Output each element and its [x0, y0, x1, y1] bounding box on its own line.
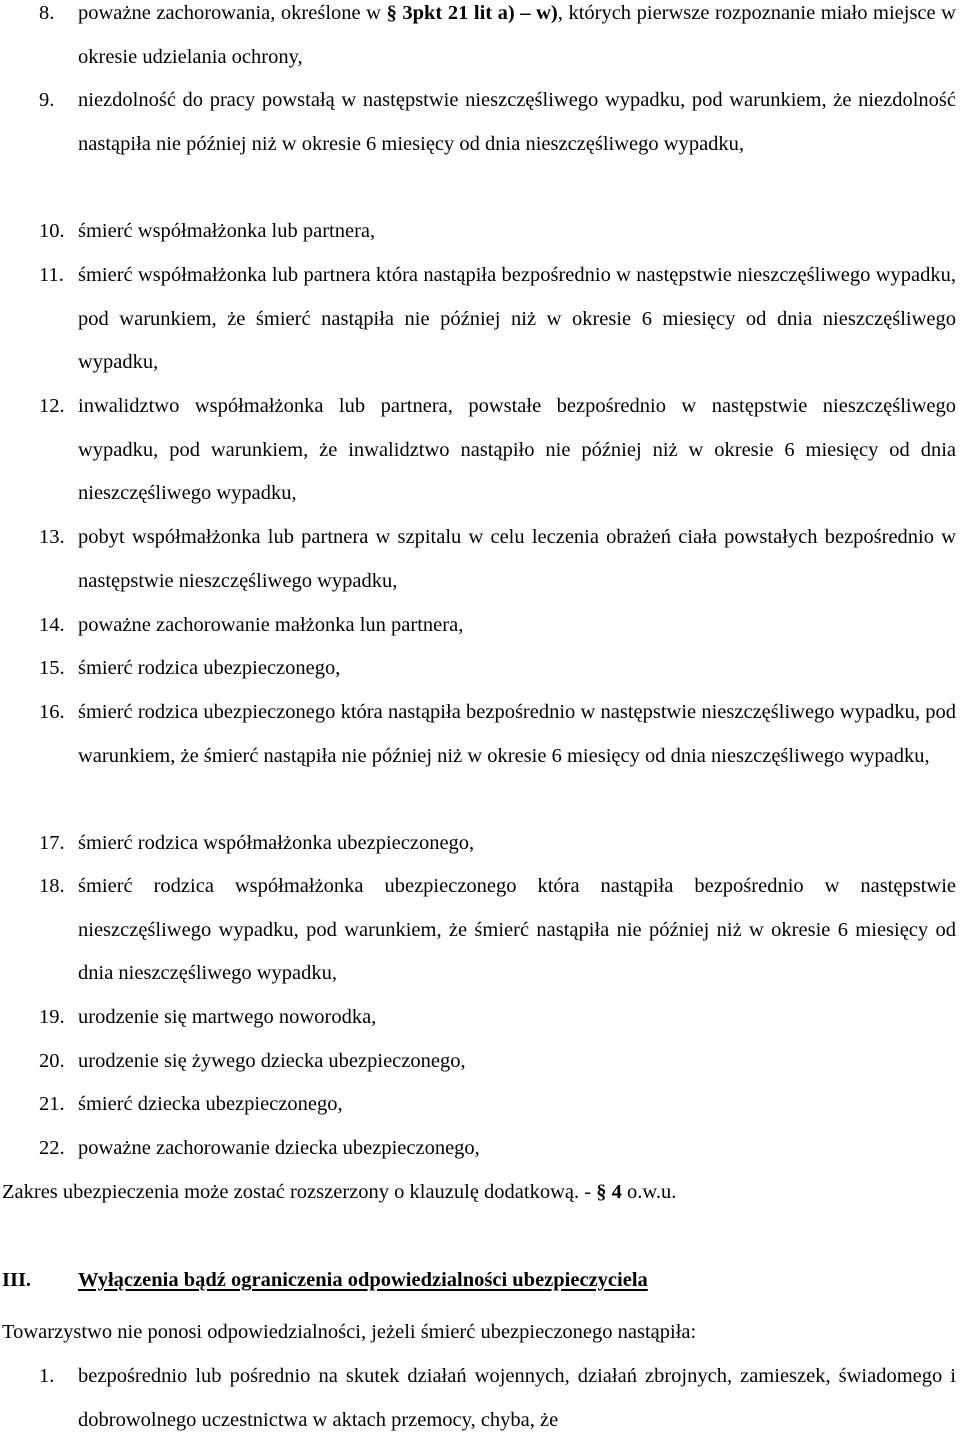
list-item: [0, 1083, 956, 1127]
scope-note: Zakres ubezpieczenia może zostać rozszerzony o klauzulę dodatkową. - § 4 o.w.u.: [2, 1181, 677, 1203]
list-item-number: 22.: [39, 1137, 65, 1159]
list-item-text: bezpośrednio lub pośrednio na skutek działań wojennych, działań zbrojnych, zamieszek, świadomego i dobrowolnego uczestnictwa w aktach przemocy, chyba, że: [78, 1365, 956, 1431]
list-item-number: 19.: [39, 1006, 65, 1028]
section-number: III.: [2, 1269, 32, 1291]
list-item-text: poważne zachorowanie dziecka ubezpieczonego,: [78, 1137, 480, 1159]
list-item-text: śmierć dziecka ubezpieczonego,: [78, 1093, 343, 1115]
list-item-number: 1.: [39, 1365, 55, 1387]
section-sign: §: [386, 2, 397, 24]
list-item-number: 20.: [39, 1050, 65, 1072]
list-item-text: inwalidztwo współmałżonka lub partnera, powstałe bezpośrednio w następstwie nieszczęśliwego wypadku, pod warunkiem, że inwalidztwo nastąpiło nie później niż w okresie 6 miesięcy od dnia nieszczęśliwego wypadku,: [78, 395, 956, 505]
list-item: [0, 79, 956, 166]
list-item: [0, 1355, 956, 1442]
list-item-text: pobyt współmałżonka lub partnera w szpitalu w celu leczenia obrażeń ciała powstałych bezpośrednio w następstwie nieszczęśliwego wypadku,: [78, 526, 956, 592]
list-item-text: śmierć współmałżonka lub partnera,: [78, 220, 376, 242]
list-item-text: śmierć rodzica współmałżonka ubezpieczonego która nastąpiła bezpośrednio w następstwie nieszczęśliwego wypadku, pod warunkiem, że śmierć nastąpiła nie później niż w okresie 6 miesięcy od dnia nieszczęśliwego wypadku,: [78, 875, 956, 985]
list-item: [0, 385, 956, 516]
list-item-text: urodzenie się martwego noworodka,: [78, 1006, 377, 1028]
list-item-number: 8.: [39, 2, 55, 24]
list-item: [0, 996, 956, 1040]
list-item-number: 21.: [39, 1093, 65, 1115]
list-item: [0, 691, 956, 778]
list-item: [0, 516, 956, 603]
list-item-text: śmierć rodzica ubezpieczonego która nastąpiła bezpośrednio w następstwie nieszczęśliwego wypadku, pod warunkiem, że śmierć nastąpiła nie później niż w okresie 6 miesięcy od dnia nieszczęśliwego wypadku,: [78, 701, 956, 767]
list-item: [0, 604, 956, 648]
list-item-number: 15.: [39, 657, 65, 679]
intro-paragraph: Towarzystwo nie ponosi odpowiedzialności, jeżeli śmierć ubezpieczonego nastąpiła:: [2, 1321, 697, 1343]
list-item-text: poważne zachorowania, określone w § 3pkt 21 lit a) – w), których pierwsze rozpoznanie miało miejsce w okresie udzielania ochrony,: [78, 2, 956, 68]
list-item-text: niezdolność do pracy powstałą w następstwie nieszczęśliwego wypadku, pod warunkiem, że niezdolność nastąpiła nie później niż w okresie 6 miesięcy od dnia nieszczęśliwego wypadku,: [78, 89, 956, 155]
list-item-number: 16.: [39, 701, 65, 723]
list-item: [0, 1040, 956, 1084]
list-item: [0, 1127, 956, 1171]
section-sign: §: [596, 1181, 607, 1203]
list-item-number: 18.: [39, 875, 65, 897]
list-item: [0, 647, 956, 691]
list-item-text: urodzenie się żywego dziecka ubezpieczonego,: [78, 1050, 466, 1072]
list-item: [0, 865, 956, 996]
list-item-number: 13.: [39, 526, 65, 548]
list-item-number: 12.: [39, 395, 65, 417]
list-item-text: śmierć rodzica ubezpieczonego,: [78, 657, 341, 679]
list-item-number: 11.: [39, 264, 64, 286]
list-item-text: poważne zachorowanie małżonka lun partnera,: [78, 614, 464, 636]
list-item-number: 14.: [39, 614, 65, 636]
list-item: [0, 822, 956, 866]
list-item-number: 10.: [39, 220, 65, 242]
list-item-text: śmierć rodzica współmałżonka ubezpieczonego,: [78, 832, 475, 854]
list-item-number: 17.: [39, 832, 65, 854]
list-item: [0, 254, 956, 385]
list-item-text: śmierć współmałżonka lub partnera która nastąpiła bezpośrednio w następstwie nieszczęśliwego wypadku, pod warunkiem, że śmierć nastąpiła nie później niż w okresie 6 miesięcy od dnia nieszczęśliwego wypadku,: [78, 264, 956, 374]
section-title: Wyłączenia bądź ograniczenia odpowiedzialności ubezpieczyciela: [78, 1269, 648, 1291]
list-item: [0, 210, 956, 254]
bold-section-number: 4: [611, 1181, 622, 1203]
list-item: [0, 0, 956, 79]
bold-reference: 3pkt 21 lit a) – w): [402, 2, 558, 24]
list-item-number: 9.: [39, 89, 55, 111]
